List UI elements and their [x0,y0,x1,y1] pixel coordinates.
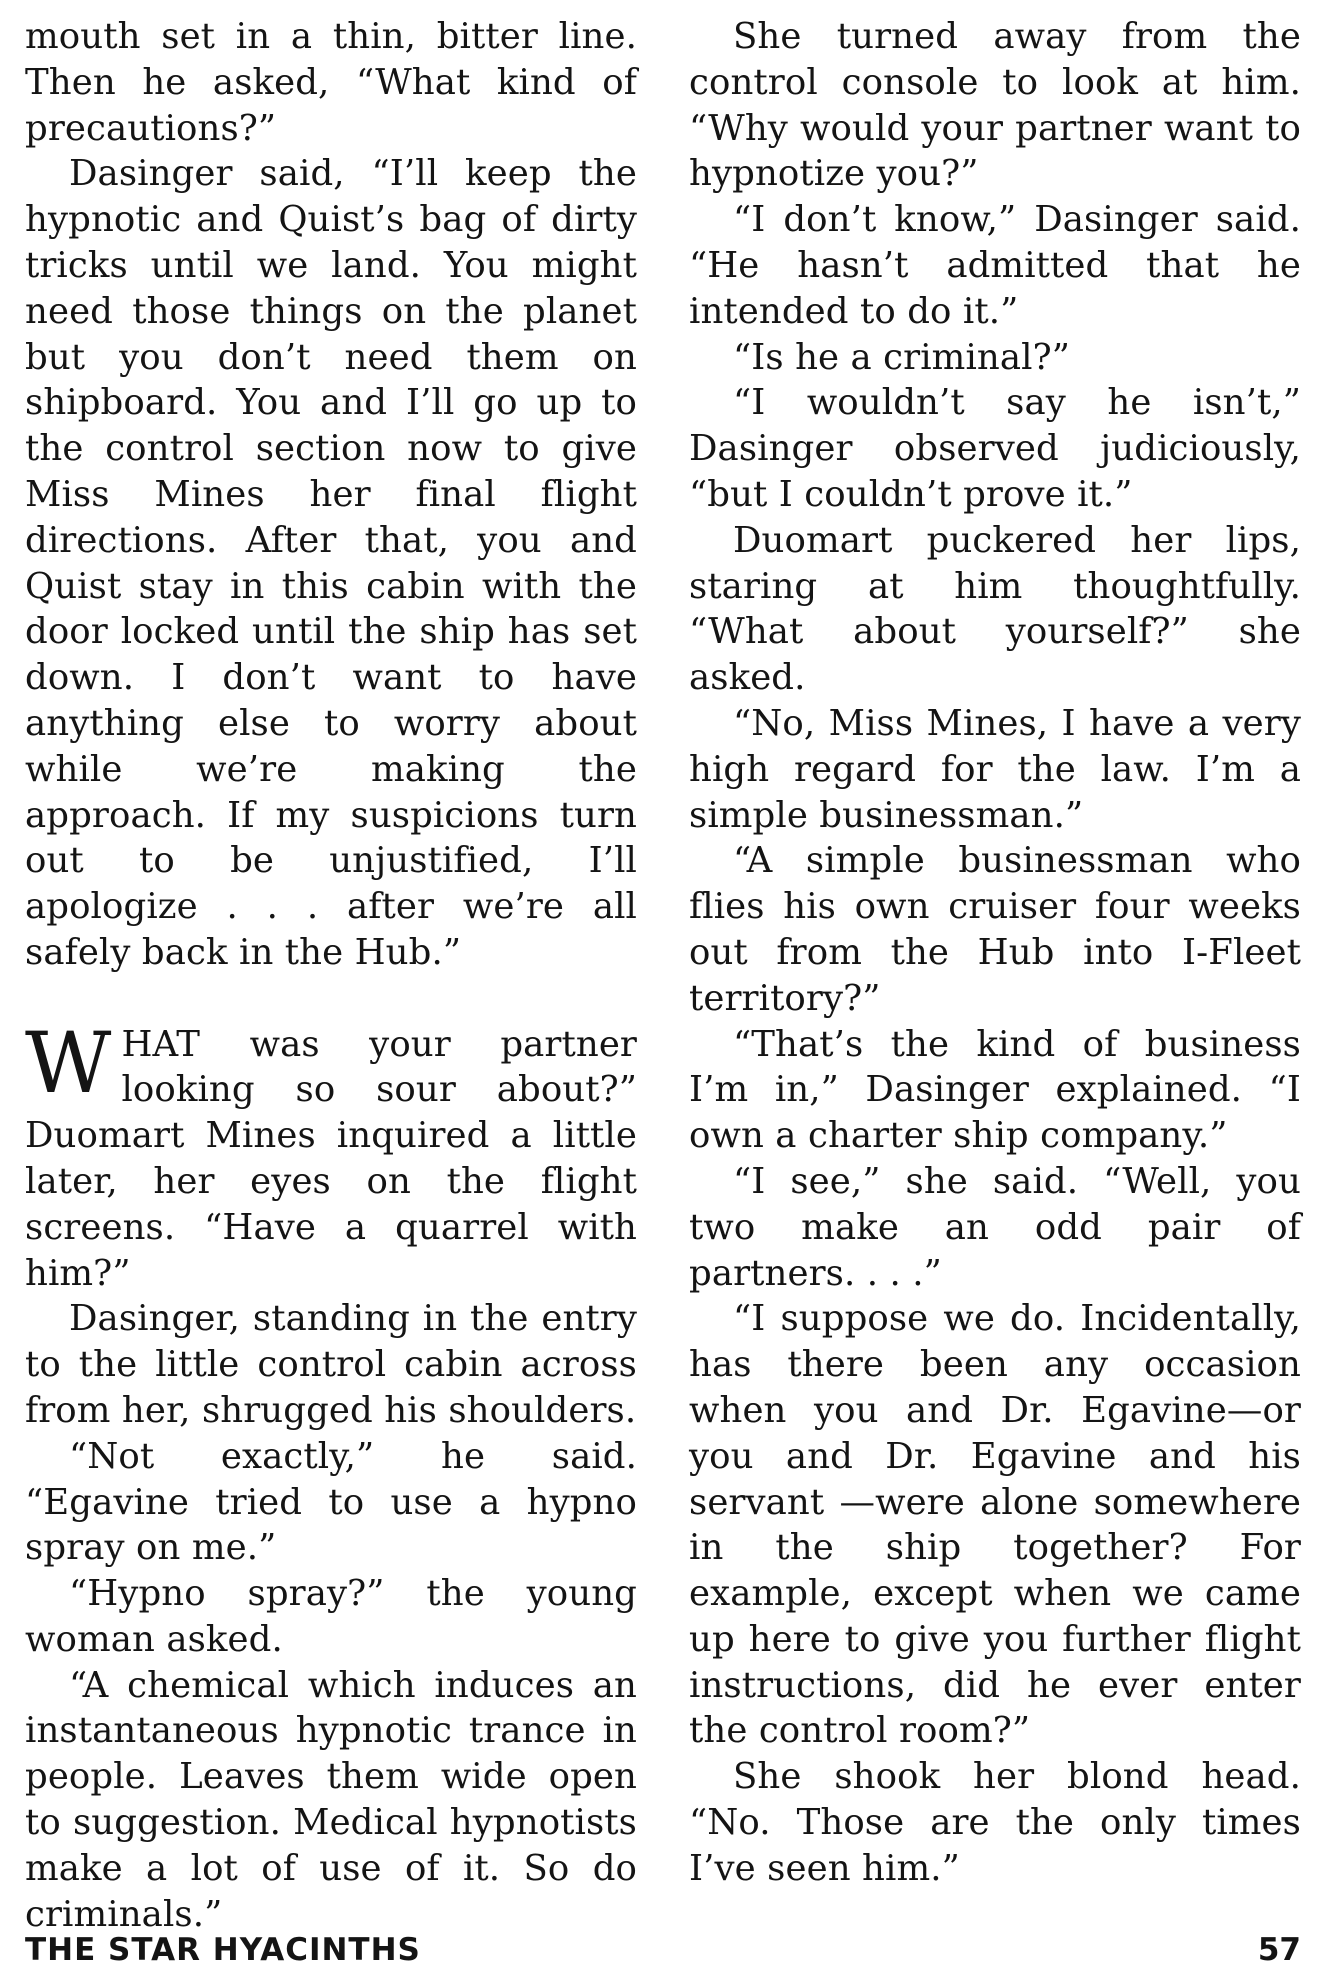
paragraph: “A simple businessman who flies his own cruiser four weeks out from the Hub into I-Fleet territory?” [689,840,1301,1019]
page-footer [25,1932,1301,1972]
paragraph: “That’s the kind of business I’m in,” Dasinger explained. “I own a charter ship company.” [689,1023,1301,1157]
paragraph: “Hypno spray?” the young woman asked. [25,1573,637,1660]
page-number: 57 [1257,1932,1301,1968]
paragraph: “Is he a criminal?” [733,336,1070,378]
paragraph: “No, Miss Mines, I have a very high regard for the law. I’m a simple businessman.” [689,702,1301,836]
paragraph: “I don’t know,” Dasinger said. “He hasn’t admitted that he intended to do it.” [689,199,1301,332]
paragraph: She shook her blond head. “No. Those are the only times I’ve seen him.” [689,1756,1301,1889]
running-title: THE STAR HYACINTHS [25,1932,421,1968]
paragraph: mouth set in a thin, bitter line. Then he asked, “What kind of precautions?” [25,16,637,149]
paragraph: She turned away from the control console to look at him. “Why would your partner want to hypnotize you?” [689,16,1301,195]
paragraph: Dasinger said, “I’ll keep the hypnotic and Quist’s bag of dirty tricks until we land. You might need those things on the planet but you don’t need them on shipboard. You and I’ll go up to the control section now to give Miss Mines her final flight directions. After that, you and Quist stay in this cabin with the door locked until the ship has set down. I don’t want to have anything else to worry about while we’re making the approach. If my suspicions turn out to be unjustified, I’ll apologize . . . after we’re all safely back in the Hub.” [25,153,637,973]
drop-cap: W [25,1013,112,1112]
paragraph: “Not exactly,” he said. “Egavine tried to use a hypno spray on me.” [25,1435,637,1569]
paragraph: Duomart puckered her lips, staring at him thoughtfully. “What about yourself?” she asked. [689,519,1301,699]
paragraph: Dasinger, standing in the entry to the little control cabin across from her, shrugged his shoulders. [25,1298,637,1431]
paragraph: “A chemical which induces an instantaneous hypnotic trance in people. Leaves them wide open to suggestion. Medical hypnotists make a lot of use of it. So do criminals.” [25,1664,637,1935]
paragraph: “I suppose we do. Incidentally, has there been any occasion when you and Dr. Egavine—or you and Dr. Egavine and his servant —were alone somewhere in the ship together? For example, except when we came up here to give you further flight instructions, did he ever enter the control room?” [689,1298,1301,1752]
left-text-column [25,14,637,1937]
right-text-column [689,14,1301,1892]
section-opening-paragraph [25,1013,637,1297]
paragraph: “I wouldn’t say he isn’t,” Dasinger observed judiciously, “but I couldn’t prove it.” [689,382,1301,515]
paragraph: “I see,” she said. “Well, you two make an odd pair of partners. . . .” [689,1160,1301,1294]
paragraph-text: HAT was your partner looking so sour about?” Duomart Mines inquired a little later, her eyes on the flight screens. “Have a quarrel with him?” [25,1023,637,1294]
